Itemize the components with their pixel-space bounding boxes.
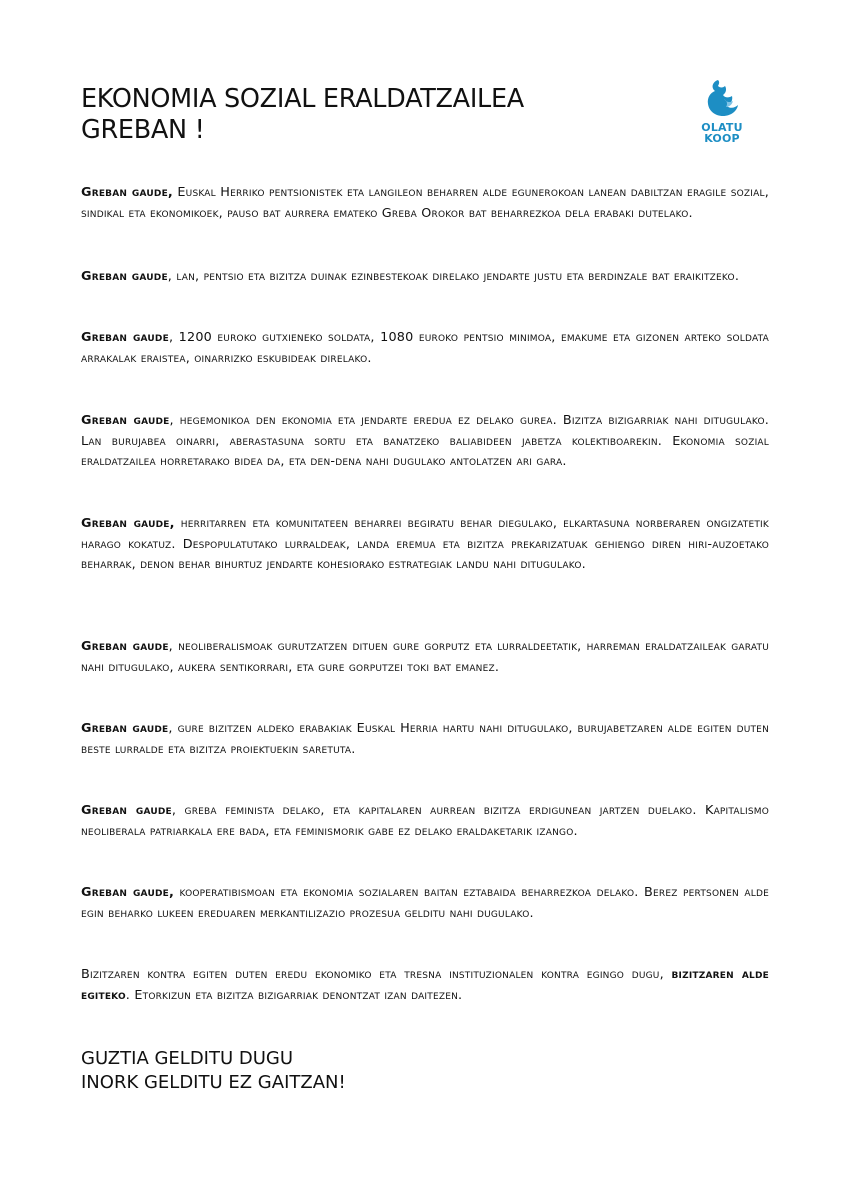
- paragraph-7: [81, 719, 769, 760]
- paragraph-9: [81, 883, 769, 924]
- paragraph-lead: Greban gaude: [81, 413, 170, 428]
- paragraph-text: , lan, pentsio eta bizitza duinak ezinbestekoak direlako jendarte justu eta berdinzale bat eraikitzeko.: [167, 269, 740, 284]
- paragraph-4: [81, 411, 769, 473]
- paragraph-text: , greba feminista delako, eta kapitalaren aurrean bizitza erdigunean jartzen duelako. Kapitalismo neoliberala patriarkala ere bada, eta feminismorik gabe ez delako eraldaketarik izango.: [81, 803, 769, 839]
- paragraph-text: , gure bizitzen aldeko erabakiak Euskal Herria hartu nahi ditugulako, burujabetzaren alde egiten duten beste lurralde eta bizitza proiektuekin saretuta.: [81, 721, 770, 757]
- final-paragraph-bold: bizitzaren alde egiteko: [81, 967, 769, 1003]
- paragraph-lead: Greban gaude,: [81, 185, 173, 200]
- paragraph-lead: Greban gaude: [81, 721, 169, 736]
- paragraph-lead: Greban gaude: [81, 639, 169, 654]
- closing-slogan: [81, 1047, 346, 1095]
- paragraph-text: , hegemonikoa den ekonomia eta jendarte eredua ez delako gurea. Bizitza bizigarriak nahi ditugulako. Lan burujabea oinarri, aberastasuna sortu eta banatzeko baliabideen jabetza kolektiboarekin. Ekonomia sozial eraldatzailea horretarako bidea da, eta den-dena nahi dugulako antolatzen ari gara.: [81, 413, 770, 469]
- paragraph-6: [81, 637, 769, 678]
- olatu-koop-logo: [690, 78, 754, 154]
- final-paragraph: [81, 965, 769, 1006]
- logo-text-line-2: KOOP: [704, 132, 740, 145]
- paragraph-text: herritarren eta komunitateen beharrei begiratu behar diegulako, elkartasuna norberaren ongizatetik harago kokatuz. Despopulatutako lurraldeak, landa eremua eta bizitza prekarizatuak gehiengo diren hiri-auzoetako beharrak, denon behar bihurtuz jendarte kohesiorako estrategiak landu nahi ditugulako.: [81, 516, 769, 572]
- paragraph-lead: Greban gaude,: [81, 885, 175, 900]
- paragraph-lead: Greban gaude: [81, 803, 172, 818]
- final-paragraph-text-2: . Etorkizun eta bizitza bizigarriak denontzat izan daitezen.: [125, 987, 463, 1003]
- paragraph-text: kooperatibismoan eta ekonomia sozialaren baitan eztabaida beharrezkoa delako. Berez pertsonen alde egin beharko lukeen ereduaren merkantilizazio prozesua gelditu nahi dugulako.: [81, 885, 770, 921]
- paragraph-2: [81, 267, 769, 288]
- logo-text-line-1: OLATU: [701, 121, 743, 134]
- logo-wordmark: [690, 122, 754, 144]
- paragraph-5: [81, 514, 769, 576]
- closing-line-1: GUZTIA GELDITU DUGU: [81, 1048, 294, 1069]
- paragraph-1: [81, 183, 769, 224]
- document-title: [81, 84, 524, 146]
- olatu-koop-logo-icon: [702, 78, 742, 122]
- title-line-1: EKONOMIA SOZIAL ERALDATZAILEA: [81, 84, 524, 114]
- paragraph-lead: Greban gaude: [81, 330, 169, 345]
- closing-line-2: INORK GELDITU EZ GAITZAN!: [81, 1072, 346, 1093]
- paragraph-text: , neoliberalismoak gurutzatzen dituen gure gorputz eta lurraldeetatik, harreman eraldatzaileak garatu nahi ditugulako, aukera sentikorrari, eta gure gorputzei toki bat emanez.: [81, 639, 769, 675]
- title-line-2: GREBAN !: [81, 115, 205, 145]
- paragraph-lead: Greban gaude: [81, 269, 168, 284]
- paragraph-text: Euskal Herriko pentsionistek eta langileon beharren alde egunerokoan lanean dabiltzan eragile sozial, sindikal eta ekonomikoek, pauso bat aurrera emateko Greba Orokor bat beharrezkoa dela erabaki dutelako.: [81, 185, 769, 221]
- paragraph-lead: Greban gaude,: [81, 516, 175, 531]
- paragraph-text: , 1200 euroko gutxieneko soldata, 1080 euroko pentsio minimoa, emakume eta gizonen arteko soldata arrakalak eraistea, oinarrizko eskubideak direlako.: [81, 330, 769, 366]
- final-paragraph-text-1: Bizitzaren kontra egiten duten eredu ekonomiko eta tresna instituzionalen kontra egingo dugu,: [81, 967, 672, 982]
- paragraph-8: [81, 801, 769, 842]
- paragraph-3: [81, 328, 769, 369]
